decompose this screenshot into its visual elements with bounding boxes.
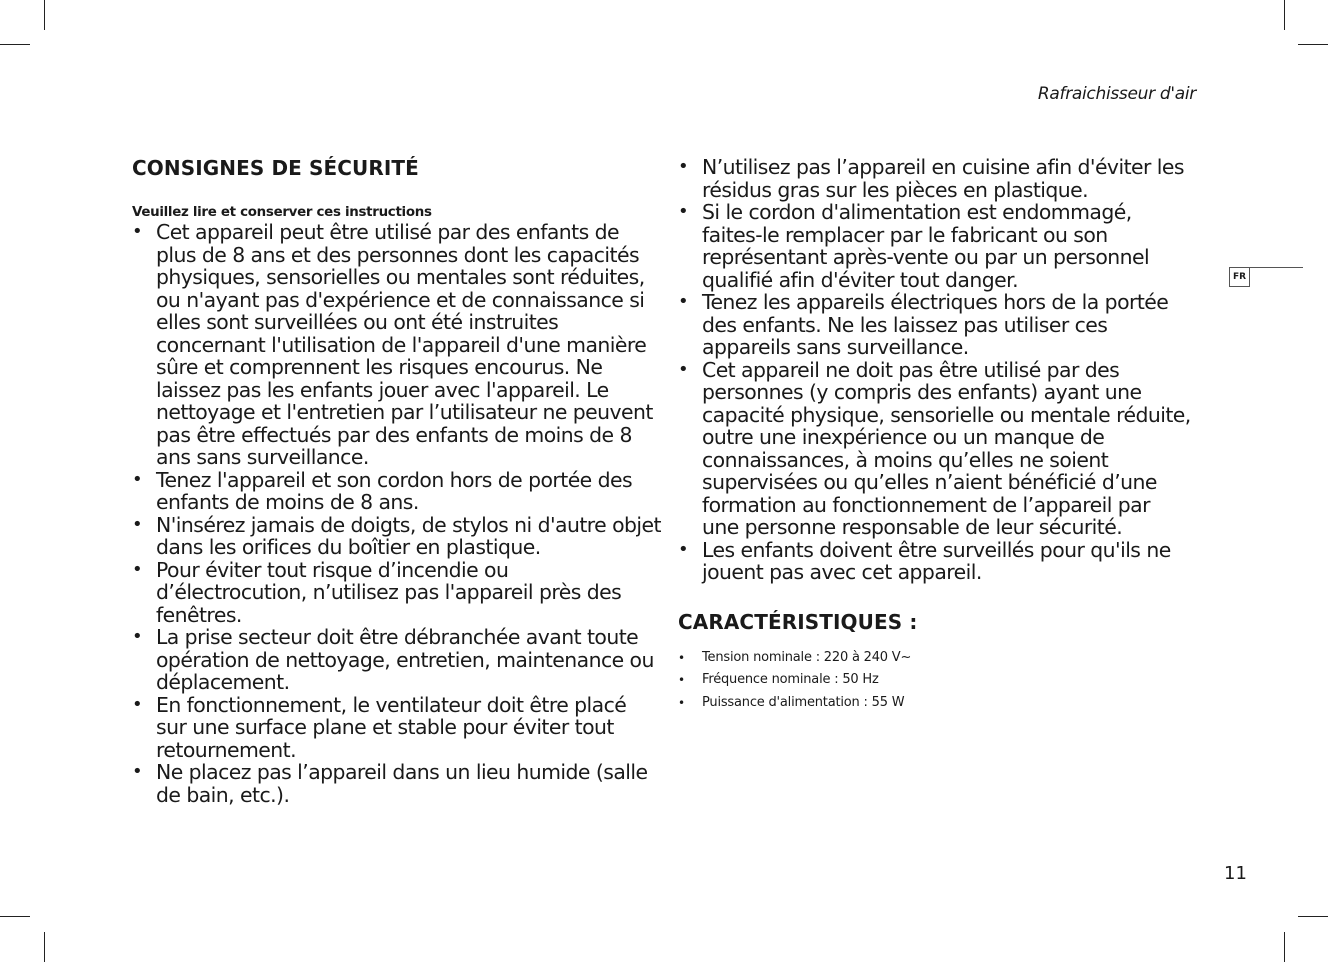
language-tab — [1229, 267, 1303, 287]
safety-list-right — [678, 156, 1192, 584]
specs-list — [678, 647, 1198, 715]
safety-item: • En fonctionnement, le ventilateur doit être placé sur une surface plane et stable pour éviter tout retournement. — [132, 694, 662, 762]
crop-mark — [44, 0, 45, 30]
crop-mark — [0, 44, 30, 45]
safety-item: • N'insérez jamais de doigts, de stylos ni d'autre objet dans les orifices du boîtier en plastique. — [132, 514, 662, 559]
crop-mark — [1284, 932, 1285, 962]
safety-item: • Pour éviter tout risque d’incendie ou d’électrocution, n’utilisez pas l'appareil près des fenêtres. — [132, 559, 662, 627]
running-header: Rafraichisseur d'air — [1037, 84, 1196, 104]
right-column — [678, 156, 1198, 714]
crop-mark — [1284, 0, 1285, 30]
safety-item: • Si le cordon d'alimentation est endommagé, faites-le remplacer par le fabricant ou son représentant après-vente ou par un personnel qualifié afin d'éviter tout danger. — [678, 201, 1192, 291]
language-label: FR — [1229, 267, 1250, 287]
crop-mark — [44, 932, 45, 962]
safety-title: CONSIGNES DE SÉCURITÉ — [132, 156, 419, 180]
spec-item: • Tension nominale : 220 à 240 V~ — [678, 647, 1198, 670]
safety-item: • N’utilisez pas l’appareil en cuisine afin d'éviter les résidus gras sur les pièces en plastique. — [678, 156, 1192, 201]
page-number: 11 — [1224, 863, 1247, 884]
crop-mark — [1298, 44, 1328, 45]
safety-item: • Tenez les appareils électriques hors de la portée des enfants. Ne les laissez pas utiliser ces appareils sans surveillance. — [678, 291, 1192, 359]
safety-item: • Ne placez pas l’appareil dans un lieu humide (salle de bain, etc.). — [132, 761, 662, 806]
spec-item: • Fréquence nominale : 50 Hz — [678, 669, 1198, 692]
spec-item: • Puissance d'alimentation : 55 W — [678, 692, 1198, 715]
safety-item: • Les enfants doivent être surveillés pour qu'ils ne jouent pas avec cet appareil. — [678, 539, 1192, 584]
safety-item: • La prise secteur doit être débranchée avant toute opération de nettoyage, entretien, maintenance ou déplacement. — [132, 626, 662, 694]
safety-item: • Cet appareil peut être utilisé par des enfants de plus de 8 ans et des personnes dont les capacités physiques, sensorielles ou mentales sont réduites, ou n'ayant pas d'expérience et de connaissance si elles sont surveillées ou ont été instruites concernant l'utilisation de l'appareil d'une manière sûre et comprennent les risques encourus. Ne laissez pas les enfants jouer avec l'appareil. Le nettoyage et l'entretien par l’utilisateur ne peuvent pas être effectués par des enfants de moins de 8 ans sans surveillance. — [132, 221, 662, 469]
language-tab-rule — [1249, 267, 1303, 268]
safety-item: • Cet appareil ne doit pas être utilisé par des personnes (y compris des enfants) ayant une capacité physique, sensorielle ou mentale réduite, outre une inexpérience ou un manque de connaissances, à moins qu’elles ne soient supervisées ou qu’elles n’aient bénéficié d’une formation au fonctionnement de l’appareil par une personne responsable de leur sécurité. — [678, 359, 1192, 539]
specs-title: CARACTÉRISTIQUES : — [678, 609, 918, 634]
left-column — [132, 156, 662, 806]
crop-mark — [0, 916, 30, 917]
crop-mark — [1298, 916, 1328, 917]
safety-item: • Tenez l'appareil et son cordon hors de portée des enfants de moins de 8 ans. — [132, 469, 662, 514]
safety-list-left — [132, 221, 662, 806]
safety-subtitle: Veuillez lire et conserver ces instructions — [132, 205, 432, 220]
